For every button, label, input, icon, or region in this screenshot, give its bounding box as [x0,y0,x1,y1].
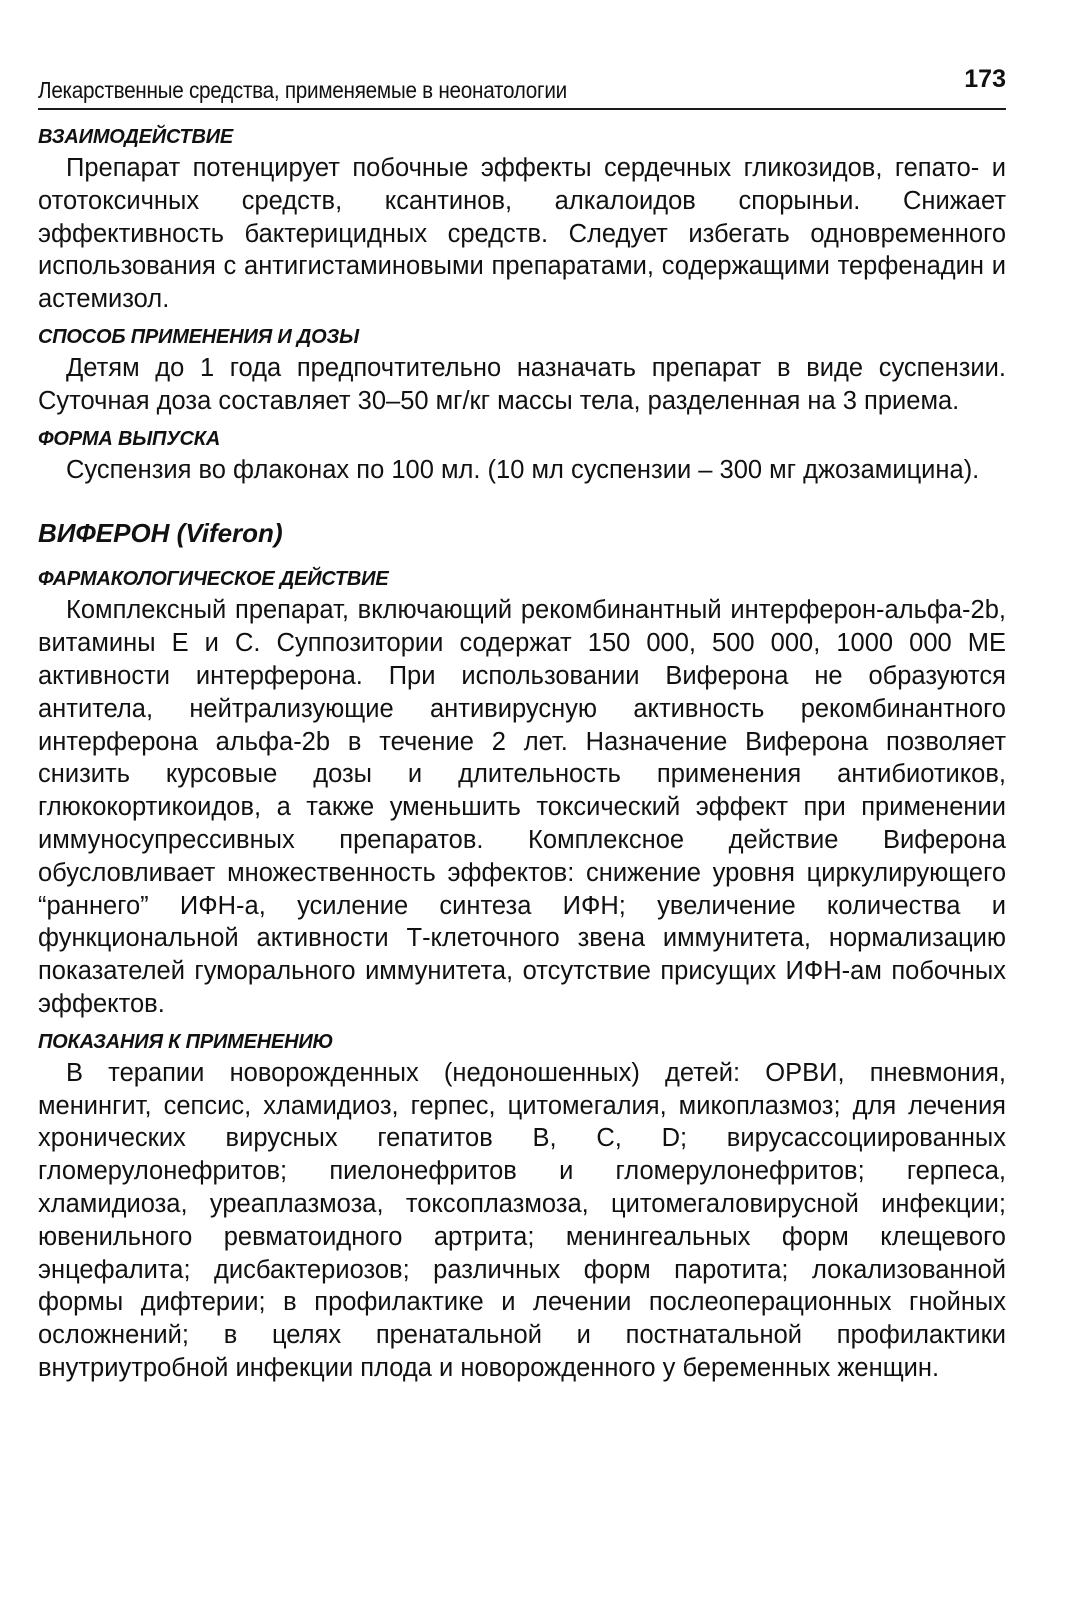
section-heading: ФОРМА ВЫПУСКА [38,427,221,450]
section-paragraph: Комплексный препарат, включающий рекомбинантный интерферон-альфа-2b, витамины Е и С. Суппозитории содержат 150 000, 500 000, 1000 000 МЕ активности интерферона. При использовании Виферона не образуются антитела, нейтрализующие антивирусную активность рекомбинантного интерферона альфа-2b в течение 2 лет. Назначение Виферона позволяет снизить курсовые дозы и длительность применения антибиотиков, глюкокортикоидов, а также уменьшить токсический эффект при применении иммуносупрессивных препаратов. Комплексное действие Виферона обусловливает множественность эффектов: снижение уровня циркулирующего “раннего” ИФН-а, усиление синтеза ИФН; увеличение количества и функциональной активности Т-клеточного звена иммунитета, нормализацию показателей гуморального иммунитета, отсутствие присущих ИФН-ам побочных эффектов. [38,596,1006,1018]
page-number: 173 [964,65,1006,93]
section-release-form [38,424,1006,487]
book-page [38,62,1006,1391]
section-heading: ВЗАИМОДЕЙСТВИЕ [38,126,234,148]
section-paragraph: Суспензия во флаконах по 100 мл. (10 мл суспензии – 300 мг джозамицина). [66,455,980,484]
section-indications [38,1027,1006,1385]
section-dosage [38,322,1006,418]
section-paragraph: Препарат потенцирует побочные эффекты сердечных гликозидов, гепато- и ототоксичных средств, ксантинов, алкалоидов спорыньи. Снижает эффективность бактерицидных средств. Следует избегать одновременного использования с антигистаминовыми препаратами, содержащими терфенадин и астемизол. [38,154,1006,314]
section-paragraph: Детям до 1 года предпочтительно назначать препарат в виде суспензии. Суточная доза составляет 30–50 мг/кг массы тела, разделенная на 3 приема. [38,353,1006,415]
section-heading: ФАРМАКОЛОГИЧЕСКОЕ ДЕЙСТВИЕ [38,568,389,591]
section-heading: ПОКАЗАНИЯ К ПРИМЕНЕНИЮ [38,1030,334,1053]
section-interaction [38,122,1006,316]
section-paragraph: В терапии новорожденных (недоношенных) детей: ОРВИ, пневмония, менингит, сепсис, хламидиоз, герпес, цитомегалия, микоплазмоз; для лечения хронических вирусных гепатитов В, С, D; вирусассоциированных гломерулонефритов; пиелонефритов и гломерулонефритов; герпеса, хламидиоза, уреаплазмоза, токсоплазмоза, цитомегаловирусной инфекции; ювенильного ревматоидного артрита; менингеальных форм клещевого энцефалита; дисбактериозов; различных форм паротита; локализованной формы дифтерии; в профилактике и лечении послеоперационных гнойных осложнений; в целях пренатальной и постнатальной профилактики внутриутробной инфекции плода и новорожденного у беременных женщин. [38,1058,1006,1382]
running-header [38,62,1006,110]
section-heading: СПОСОБ ПРИМЕНЕНИЯ И ДОЗЫ [38,325,359,348]
section-pharmacology [38,564,1006,1020]
running-title: Лекарственные средства, применяемые в неонатологии [38,77,567,103]
drug-title: ВИФЕРОН (Viferon) [38,518,283,549]
